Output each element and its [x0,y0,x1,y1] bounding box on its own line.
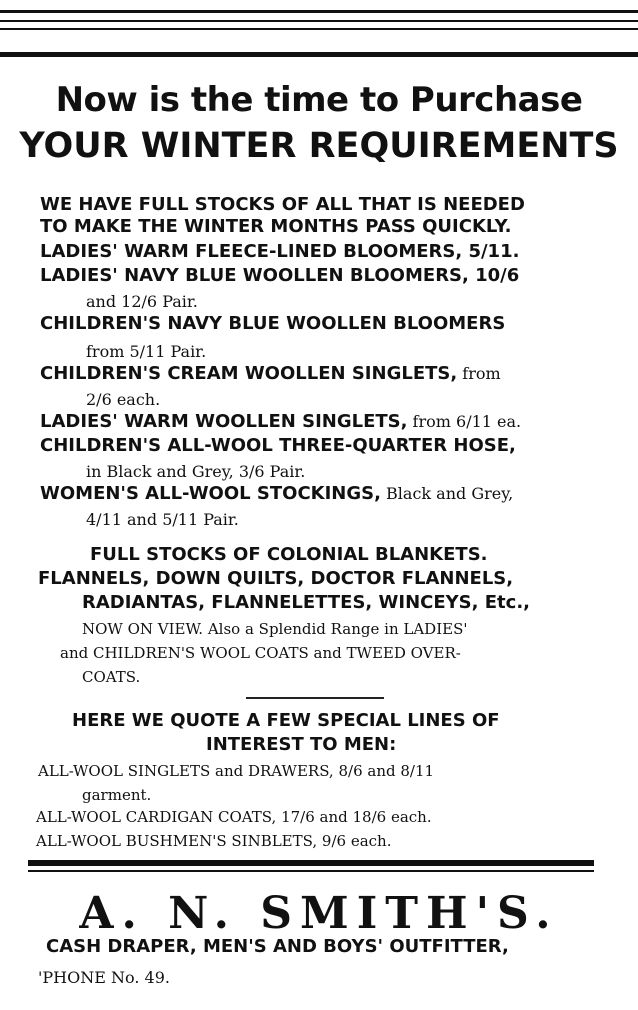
men-line-2: garment. [82,786,152,804]
item-line [86,388,160,411]
blankets-line-6: COATS. [82,668,141,686]
item-regular: in Black and Grey, 3/6 Pair. [86,462,306,481]
item-regular: from 5/11 Pair. [86,342,207,361]
men-line-3: ALL-WOOL CARDIGAN COATS, 17/6 and 18/6 each. [36,808,432,826]
item-line [86,460,305,483]
blankets-line-5: and CHILDREN'S WOOL COATS and TWEED OVER- [60,644,461,662]
item-bold: LADIES' WARM WOOLLEN SINGLETS, [40,411,408,432]
top-rule-1 [0,10,638,13]
item-line [40,362,501,385]
item-bold: CHILDREN'S NAVY BLUE WOOLLEN BLOOMERS [40,313,506,334]
item-line [86,508,239,531]
item-line [40,240,519,263]
item-regular: Black and Grey, [380,484,514,503]
trade-line: CASH DRAPER, MEN'S AND BOYS' OUTFITTER, [46,936,509,957]
item-line [40,434,516,457]
phone-line: 'PHONE No. 49. [38,968,170,987]
men-line-1: ALL-WOOL SINGLETS and DRAWERS, 8/6 and 8/11 [38,762,435,780]
item-regular: from [457,364,501,383]
top-rule-2 [0,20,638,22]
top-rule-3 [0,28,638,30]
section-divider [246,697,384,699]
headline-line-2: YOUR WINTER REQUIREMENTS [19,126,619,166]
item-bold: LADIES' NAVY BLUE WOOLLEN BLOOMERS, 10/6 [40,265,520,286]
blankets-line-4: NOW ON VIEW. Also a Splendid Range in LADIES' [82,620,468,638]
item-bold: CHILDREN'S CREAM WOOLLEN SINGLETS, [40,363,458,384]
headline-line-1: Now is the time to Purchase [55,80,583,120]
item-regular: 2/6 each. [86,390,161,409]
item-line [86,340,206,363]
blankets-line-3: RADIANTAS, FLANNELETTES, WINCEYS, Etc., [82,592,530,613]
item-line [40,264,519,287]
item-line [86,290,198,313]
item-bold: CHILDREN'S ALL-WOOL THREE-QUARTER HOSE, [40,435,516,456]
men-heading-2: INTEREST TO MEN: [206,734,397,755]
item-line [40,410,521,433]
bottom-rule-1 [28,860,594,866]
item-bold: LADIES' WARM FLEECE-LINED BLOOMERS, 5/11. [40,241,520,262]
intro-line-1: WE HAVE FULL STOCKS OF ALL THAT IS NEEDED [40,194,525,215]
item-regular: from 6/11 ea. [407,412,522,431]
item-regular: 4/11 and 5/11 Pair. [86,510,239,529]
blankets-line-1: FULL STOCKS OF COLONIAL BLANKETS. [90,544,488,565]
men-heading-1: HERE WE QUOTE A FEW SPECIAL LINES OF [72,710,500,731]
men-line-4: ALL-WOOL BUSHMEN'S SINBLETS, 9/6 each. [36,832,392,850]
bottom-rule-2 [28,870,594,872]
blankets-line-2: FLANNELS, DOWN QUILTS, DOCTOR FLANNELS, [38,568,514,589]
item-regular: and 12/6 Pair. [86,292,198,311]
item-line [40,482,513,505]
top-rule-4 [0,52,638,57]
intro-line-2: TO MAKE THE WINTER MONTHS PASS QUICKLY. [40,216,512,237]
firm-name: A. N. SMITH'S. [79,888,559,939]
item-bold: WOMEN'S ALL-WOOL STOCKINGS, [40,483,381,504]
item-line [40,312,505,335]
